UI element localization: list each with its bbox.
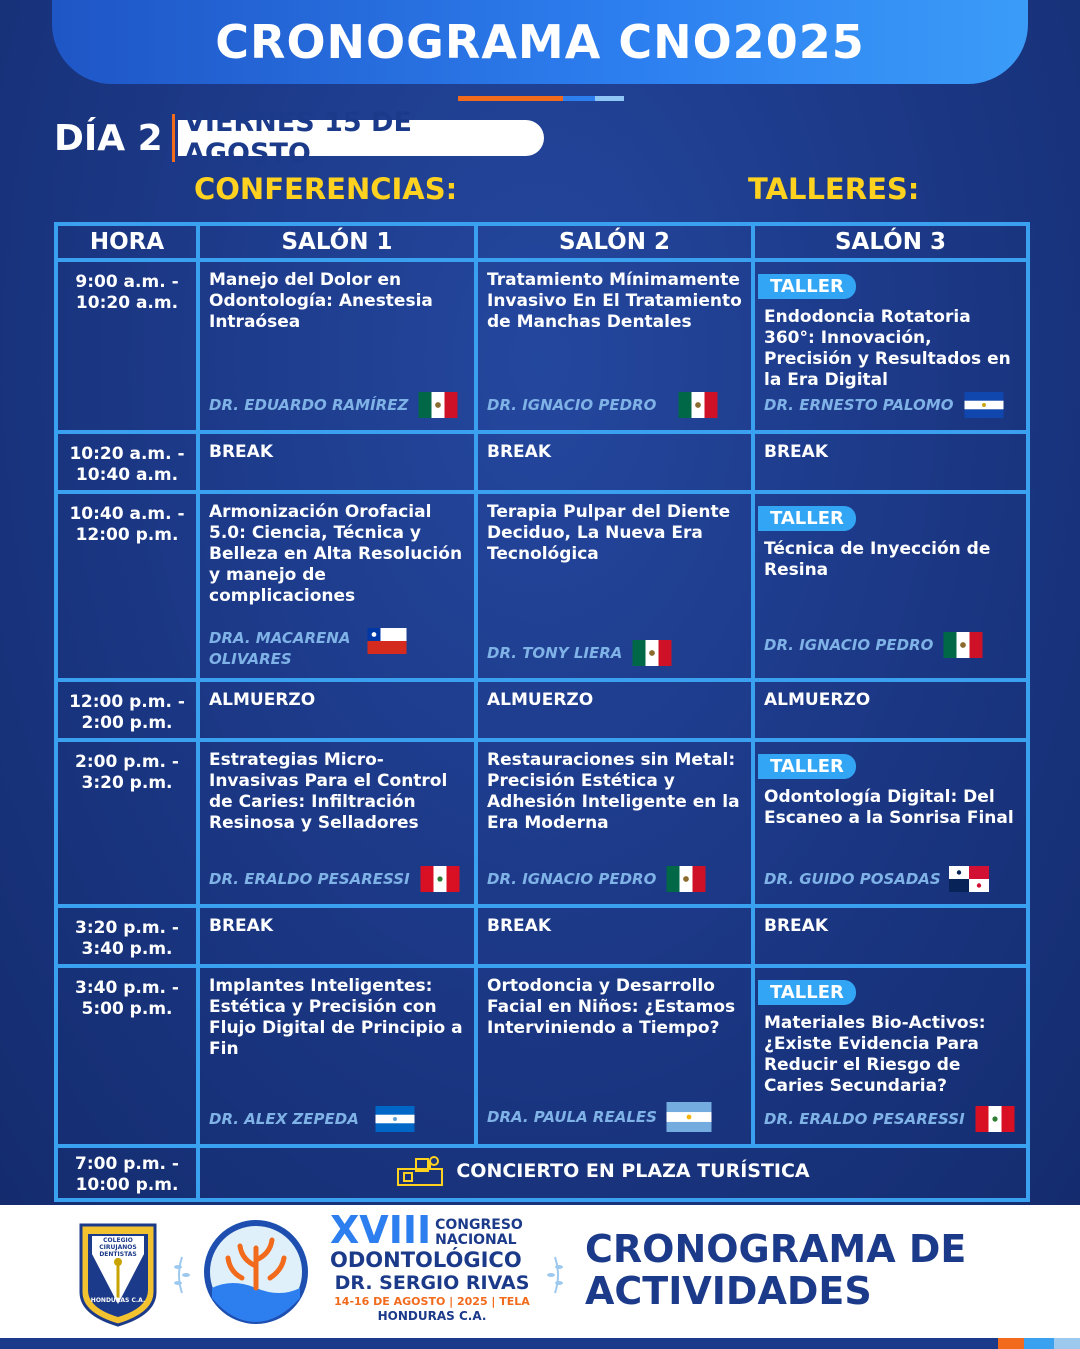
mexico-flag-icon bbox=[664, 866, 708, 892]
taller-tag: TALLER bbox=[758, 506, 856, 531]
workshop-cell bbox=[753, 260, 1028, 432]
peru-flag-icon bbox=[418, 866, 462, 892]
session-title: Restauraciones sin Metal: Precisión Estética y Adhesión Inteligente en la Era Moderna bbox=[487, 750, 740, 833]
header-salon-2: SALÓN 2 bbox=[476, 224, 753, 260]
workshop-cell bbox=[753, 492, 1028, 680]
accent-blue bbox=[563, 96, 595, 101]
break-cell: BREAK bbox=[753, 432, 1028, 492]
schedule-table bbox=[54, 222, 1030, 1202]
break-cell: BREAK bbox=[198, 906, 476, 966]
session-title: Endodoncia Rotatoria 360°: Innovación, Precisión y Resultados en la Era Digital bbox=[764, 307, 1011, 390]
time-cell: 10:20 a.m. - 10:40 a.m. bbox=[56, 432, 198, 492]
time-cell: 7:00 p.m. - 10:00 p.m. bbox=[56, 1146, 198, 1200]
table-row bbox=[56, 680, 1028, 740]
congress-line1: CONGRESO bbox=[435, 1217, 523, 1233]
session-title: Terapia Pulpar del Diente Deciduo, La Nueva Era Tecnológica bbox=[487, 502, 731, 564]
laurel-icon bbox=[172, 1255, 192, 1295]
break-cell: BREAK bbox=[753, 906, 1028, 966]
accent-orange bbox=[458, 96, 563, 101]
session-title: Odontología Digital: Del Escaneo a la Sonrisa Final bbox=[764, 787, 1014, 828]
peru-flag-icon bbox=[973, 1106, 1017, 1132]
lunch-cell: ALMUERZO bbox=[753, 680, 1028, 740]
session-cell bbox=[476, 740, 753, 906]
session-title: Implantes Inteligentes: Estética y Precisión con Flujo Digital de Principio a Fin bbox=[209, 976, 463, 1059]
taller-tag: TALLER bbox=[758, 274, 856, 299]
workshops-title: TALLERES: bbox=[748, 172, 920, 206]
lunch-cell: ALMUERZO bbox=[198, 680, 476, 740]
time-cell: 12:00 p.m. - 2:00 p.m. bbox=[56, 680, 198, 740]
mexico-flag-icon bbox=[416, 392, 460, 418]
header-salon-3: SALÓN 3 bbox=[753, 224, 1028, 260]
session-cell bbox=[476, 260, 753, 432]
table-row bbox=[56, 492, 1028, 680]
congress-country: HONDURAS C.A. bbox=[377, 1309, 487, 1323]
footer-bar-light bbox=[1054, 1338, 1080, 1349]
table-row bbox=[56, 966, 1028, 1146]
time-cell: 9:00 a.m. - 10:20 a.m. bbox=[56, 260, 198, 432]
workshop-cell bbox=[753, 740, 1028, 906]
header-banner bbox=[52, 0, 1028, 84]
date-pill: VIERNES 15 DE AGOSTO bbox=[178, 120, 544, 156]
accent-light bbox=[595, 96, 624, 101]
table-row bbox=[56, 1146, 1028, 1200]
argentina-flag-icon bbox=[665, 1102, 713, 1132]
concert-stage-icon bbox=[396, 1153, 444, 1189]
speaker: DR. IGNACIO PEDRO bbox=[764, 632, 985, 658]
table-row bbox=[56, 740, 1028, 906]
congress-dates: 14-16 DE AGOSTO | 2025 | TELA bbox=[334, 1295, 530, 1308]
footer-bar-navy bbox=[0, 1338, 998, 1349]
nicaragua-flag-icon bbox=[371, 1106, 419, 1132]
header-salon-1: SALÓN 1 bbox=[198, 224, 476, 260]
concert-label: CONCIERTO EN PLAZA TURÍSTICA bbox=[456, 1159, 810, 1182]
session-cell bbox=[198, 260, 476, 432]
chile-flag-icon bbox=[367, 628, 407, 654]
speaker: DR. TONY LIERA bbox=[487, 640, 674, 666]
workshop-cell bbox=[753, 966, 1028, 1146]
speaker: DR. ERNESTO PALOMO bbox=[764, 392, 1006, 418]
panama-flag-icon bbox=[949, 866, 989, 892]
congress-line4: DR. SERGIO RIVAS bbox=[334, 1272, 530, 1294]
session-title: Estrategias Micro-Invasivas Para el Control de Caries: Infiltración Resinosa y Selladores bbox=[209, 750, 448, 833]
speaker: DR. ERALDO PESARESSI bbox=[764, 1106, 1017, 1132]
session-cell bbox=[476, 492, 753, 680]
table-row bbox=[56, 432, 1028, 492]
lunch-cell: ALMUERZO bbox=[476, 680, 753, 740]
speaker: DR. EDUARDO RAMÍREZ bbox=[209, 392, 460, 418]
college-badge-bottom: HONDURAS C.A. bbox=[90, 1297, 146, 1304]
time-cell: 3:20 p.m. - 3:40 p.m. bbox=[56, 906, 198, 966]
day-label: DÍA 2 bbox=[54, 118, 163, 159]
break-cell: BREAK bbox=[198, 432, 476, 492]
break-cell: BREAK bbox=[476, 906, 753, 966]
time-cell: 2:00 p.m. - 3:20 p.m. bbox=[56, 740, 198, 906]
footer-title: CRONOGRAMA DE ACTIVIDADES bbox=[585, 1227, 967, 1313]
page-title: CRONOGRAMA CNO2025 bbox=[215, 15, 865, 69]
congress-line2: NACIONAL bbox=[435, 1232, 517, 1248]
session-title: Manejo del Dolor en Odontología: Anestesia Intraósea bbox=[209, 270, 433, 332]
taller-tag: TALLER bbox=[758, 754, 856, 779]
congress-number: XVIII bbox=[330, 1208, 432, 1252]
table-header-row bbox=[56, 224, 1028, 260]
el-salvador-flag-icon bbox=[962, 392, 1006, 418]
congress-coral-logo bbox=[202, 1218, 310, 1326]
speaker: DR. IGNACIO PEDRO bbox=[487, 866, 708, 892]
speaker: DRA. MACARENA OLIVARES bbox=[209, 628, 407, 670]
session-title: Tratamiento Mínimamente Invasivo En El Tratamiento de Manchas Dentales bbox=[487, 270, 742, 332]
break-cell: BREAK bbox=[476, 432, 753, 492]
session-title: Ortodoncia y Desarrollo Facial en Niños: ¿Estamos Interviniendo a Tiempo? bbox=[487, 976, 736, 1038]
time-cell: 3:40 p.m. - 5:00 p.m. bbox=[56, 966, 198, 1146]
session-title: Materiales Bio-Activos: ¿Existe Evidencia Para Reducir el Riesgo de Caries Secundaria? bbox=[764, 1013, 986, 1096]
laurel-icon bbox=[545, 1255, 565, 1295]
footer-bar-orange bbox=[998, 1338, 1024, 1349]
mexico-flag-icon bbox=[676, 392, 720, 418]
mexico-flag-icon bbox=[630, 640, 674, 666]
concert-cell bbox=[198, 1146, 1028, 1200]
table-row bbox=[56, 260, 1028, 432]
table-row bbox=[56, 906, 1028, 966]
speaker: DRA. PAULA REALES bbox=[487, 1102, 713, 1132]
speaker: DR. GUIDO POSADAS bbox=[764, 866, 989, 892]
mexico-flag-icon bbox=[941, 632, 985, 658]
session-cell bbox=[198, 492, 476, 680]
taller-tag: TALLER bbox=[758, 980, 856, 1005]
session-cell bbox=[198, 966, 476, 1146]
time-cell: 10:40 a.m. - 12:00 p.m. bbox=[56, 492, 198, 680]
conferences-title: CONFERENCIAS: bbox=[194, 172, 458, 206]
session-cell bbox=[198, 740, 476, 906]
speaker: DR. IGNACIO PEDRO bbox=[487, 392, 720, 418]
congress-line3: ODONTOLÓGICO bbox=[330, 1248, 522, 1272]
session-title: Técnica de Inyección de Resina bbox=[764, 539, 991, 580]
session-cell bbox=[476, 966, 753, 1146]
day-divider bbox=[172, 114, 175, 162]
session-title: Armonización Orofacial 5.0: Ciencia, Técnica y Belleza en Alta Resolución y manejo de complicaciones bbox=[209, 502, 463, 606]
college-badge-top: COLEGIO CIRUJANOS DENTISTAS bbox=[99, 1237, 137, 1258]
header-hora: HORA bbox=[56, 224, 198, 260]
speaker: DR. ERALDO PESARESSI bbox=[209, 866, 462, 892]
speaker: DR. ALEX ZEPEDA bbox=[209, 1106, 419, 1132]
footer-bar-blue bbox=[1024, 1338, 1054, 1349]
congress-wordmark bbox=[330, 1208, 534, 1324]
